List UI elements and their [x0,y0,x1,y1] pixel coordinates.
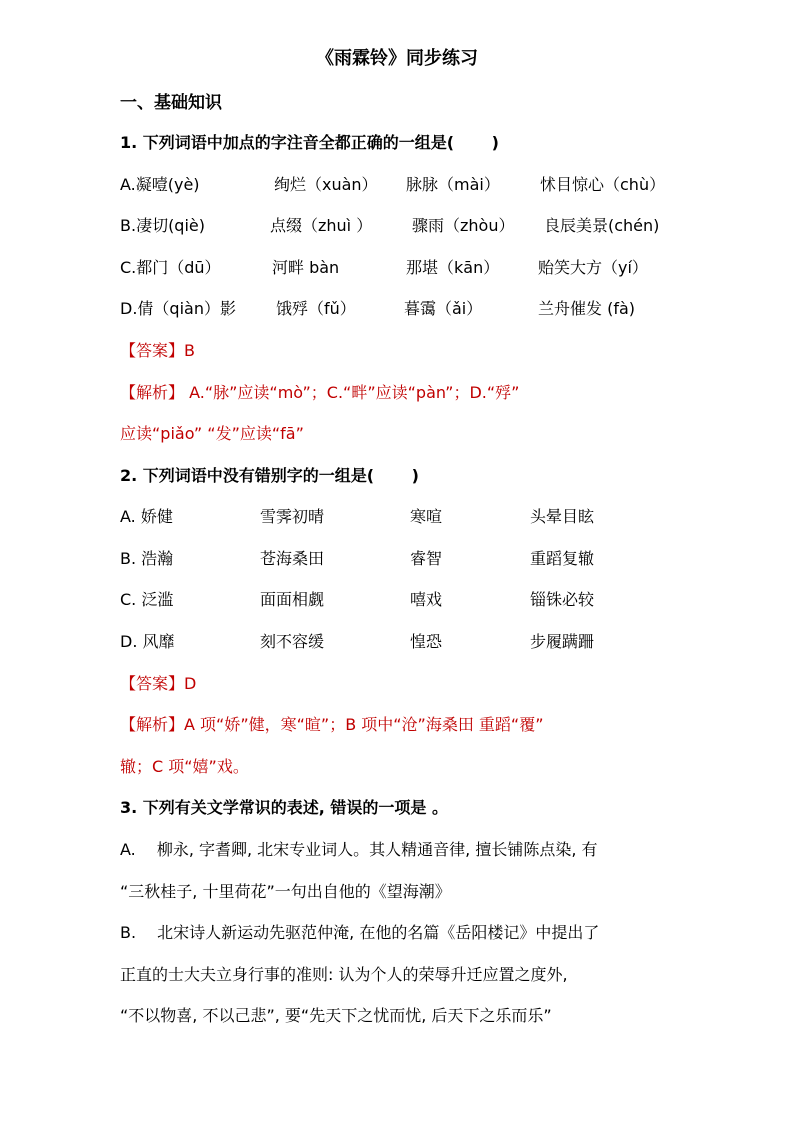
page-title: 《雨霖铃》同步练习 [316,48,478,69]
question-3-option-b: B. 北宋诗人新运动先驱范仲淹, 在他的名篇《岳阳楼记》中提出了 [120,923,600,942]
option-word: 骤雨（zhòu） [412,216,515,235]
option-word: C.都门（dū） [120,258,221,277]
question-1-answer: 【答案】B [120,341,195,360]
option-word: 重蹈复辙 [530,549,595,568]
option-word: C. 泛滥 [120,590,174,609]
option-word: 嘻戏 [410,590,443,609]
option-word: 绚烂（xuàn） [274,175,378,194]
question-1-analysis: 【解析】 A.“脉”应读“mò”；C.“畔”应读“pàn”；D.“殍” [120,383,520,402]
option-word: 饿殍（fǔ） [276,299,356,318]
question-2-analysis-continued: 辙；C 项“嬉”戏。 [120,757,249,776]
option-word: 暮霭（ǎi） [404,299,483,318]
question-2-analysis: 【解析】A 项“娇”健，寒“暄”；B 项中“沧”海桑田 重蹈“覆” [120,715,544,734]
option-word: 良辰美景(chén) [544,216,660,235]
option-word: A.凝噎(yè) [120,175,200,194]
option-word: 锱铢必较 [530,590,595,609]
option-word: 面面相觑 [260,590,325,609]
option-word: 点缀（zhuì ） [270,216,373,235]
option-word: 怵目惊心（chù） [540,175,666,194]
option-word: B. 浩瀚 [120,549,174,568]
question-3-option-b-continued: “不以物喜, 不以己悲”, 要“先天下之忧而忧, 后天下之乐而乐” [120,1006,552,1025]
option-word: 惶恐 [410,632,443,651]
question-3-option-a: A. 柳永, 字耆卿, 北宋专业词人。其人精通音律, 擅长铺陈点染, 有 [120,840,598,859]
option-word: D. 风靡 [120,632,175,651]
option-word: 头晕目眩 [530,507,595,526]
option-word: 脉脉（mài） [406,175,500,194]
question-3-stem: 3. 下列有关文学常识的表述, 错误的一项是 。 [120,798,449,817]
option-word: 那堪（kān） [406,258,500,277]
question-1-analysis-continued: 应读“piǎo” “发”应读“fā” [120,424,304,443]
option-word: 苍海桑田 [260,549,325,568]
option-word: A. 娇健 [120,507,173,526]
option-word: 河畔 bàn [272,258,340,277]
option-word: 兰舟催发 (fà) [538,299,636,318]
option-word: 刻不容缓 [260,632,325,651]
option-word: D.倩（qiàn）影 [120,299,236,318]
option-word: 贻笑大方（yí） [538,258,648,277]
question-3-option-a-continued: “三秋桂子, 十里荷花”一句出自他的《望海潮》 [120,882,451,901]
question-2-answer: 【答案】D [120,674,197,693]
option-word: 寒喧 [410,507,443,526]
question-2-stem: 2. 下列词语中没有错别字的一组是( ) [120,466,419,485]
question-1-stem: 1. 下列词语中加点的字注音全都正确的一组是( ) [120,133,499,152]
section-heading: 一、基础知识 [120,93,222,113]
question-3-option-b-continued: 正直的士大夫立身行事的准则: 认为个人的荣辱升迁应置之度外, [120,965,568,984]
option-word: 睿智 [410,549,443,568]
option-word: 雪霁初晴 [260,507,325,526]
option-word: B.凄切(qiè) [120,216,205,235]
option-word: 步履蹒跚 [530,632,595,651]
